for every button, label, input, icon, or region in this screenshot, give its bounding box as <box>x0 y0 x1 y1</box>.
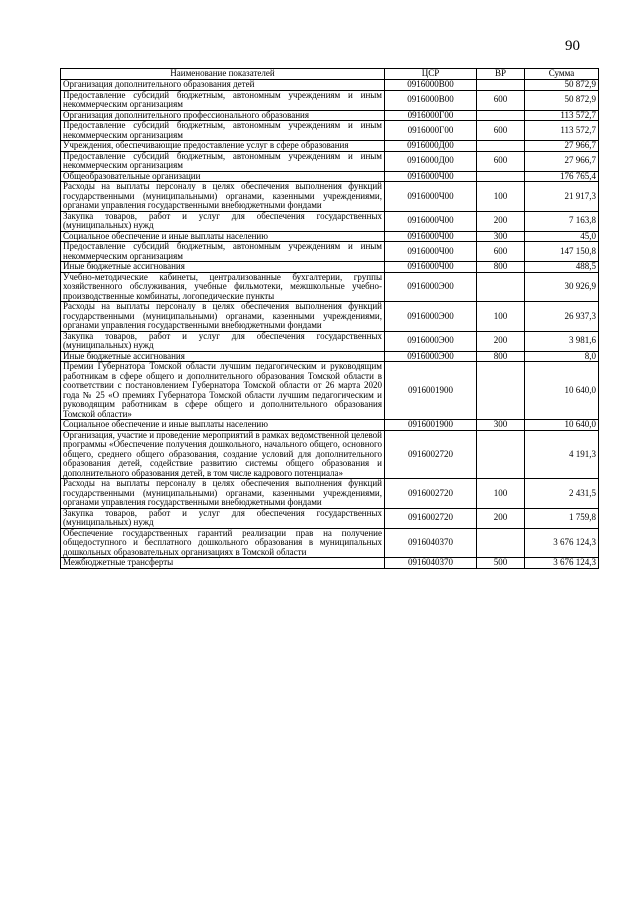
row-sum: 50 872,9 <box>525 80 599 91</box>
row-sum: 488,5 <box>525 262 599 273</box>
row-vr: 800 <box>477 351 525 362</box>
table-row <box>61 479 599 509</box>
row-name: Организация, участие и проведение мероприятий в рамках ведомственной целевой программы «Обеспечение получения дошкольного, начального общего, основного общего, среднего общего образования, создание условий для дополнительного образования детей, содействие развитию системы общего образования и дополнительного образования детей, в том числе кадрового потенциала» <box>61 430 385 479</box>
row-name: Закупка товаров, работ и услуг для обеспечения государственных (муниципальных) нужд <box>61 508 385 528</box>
row-vr <box>477 171 525 182</box>
row-csr: 0916000Ч00 <box>385 231 477 242</box>
row-sum: 176 765,4 <box>525 171 599 182</box>
row-vr: 200 <box>477 508 525 528</box>
row-name: Межбюджетные трансферты <box>61 558 385 569</box>
row-csr: 0916001900 <box>385 362 477 420</box>
row-vr: 600 <box>477 151 525 171</box>
row-sum: 2 431,5 <box>525 479 599 509</box>
row-vr <box>477 141 525 152</box>
header-sum: Сумма <box>525 69 599 80</box>
table-row <box>61 262 599 273</box>
row-vr: 600 <box>477 90 525 110</box>
row-name: Премии Губернатора Томской области лучшим педагогическим и руководящим работникам в сфере общего и дополнительного образования Томской области в соответствии с постановлением Губернатора Томской области от 26 марта 2020 года № 25 «О премиях Губернатора Томской области лучшим педагогическим и руководящим работникам в сфере общего и дополнительного образования Томской области» <box>61 362 385 420</box>
row-name: Обеспечение государственных гарантий реализации прав на получение общедоступного и бесплатного дошкольного образования в муниципальных дошкольных образовательных организациях в Томской области <box>61 528 385 558</box>
row-csr: 0916000Ч00 <box>385 182 477 212</box>
row-vr: 100 <box>477 182 525 212</box>
row-name: Учреждения, обеспечивающие предоставление услуг в сфере образования <box>61 141 385 152</box>
table-row <box>61 141 599 152</box>
row-vr: 600 <box>477 121 525 141</box>
row-name: Учебно-методические кабинеты, централизованные бухгалтерии, группы хозяйственного обслуживания, учебные фильмотеки, межшкольные учебно-производственные комбинаты, логопедические пункты <box>61 272 385 302</box>
row-name: Предоставление субсидий бюджетным, автономным учреждениям и иным некоммерческим организациям <box>61 121 385 141</box>
table-row <box>61 80 599 91</box>
table-row <box>61 558 599 569</box>
table-row <box>61 302 599 332</box>
table-row <box>61 331 599 351</box>
budget-table <box>60 68 599 569</box>
table-header-row <box>61 69 599 80</box>
row-csr: 0916000Ч00 <box>385 262 477 273</box>
row-csr: 0916000Э00 <box>385 331 477 351</box>
table-row <box>61 430 599 479</box>
table-row <box>61 211 599 231</box>
row-name: Расходы на выплаты персоналу в целях обеспечения выполнения функций государственными (муниципальными) органами, казенными учреждениями, органами управления государственными внебюджетными фондами <box>61 182 385 212</box>
header-csr: ЦСР <box>385 69 477 80</box>
row-csr: 0916000Ч00 <box>385 211 477 231</box>
row-vr: 100 <box>477 479 525 509</box>
row-sum: 1 759,8 <box>525 508 599 528</box>
row-csr: 0916000Д00 <box>385 151 477 171</box>
table-row <box>61 242 599 262</box>
row-vr: 600 <box>477 242 525 262</box>
row-sum: 50 872,9 <box>525 90 599 110</box>
row-name: Расходы на выплаты персоналу в целях обеспечения выполнения функций государственными (муниципальными) органами, казенными учреждениями, органами управления государственными внебюджетными фондами <box>61 302 385 332</box>
row-name: Иные бюджетные ассигнования <box>61 262 385 273</box>
row-sum: 113 572,7 <box>525 110 599 121</box>
row-csr: 0916000Г00 <box>385 121 477 141</box>
row-sum: 4 191,3 <box>525 430 599 479</box>
row-csr: 0916000В00 <box>385 80 477 91</box>
row-sum: 10 640,0 <box>525 362 599 420</box>
row-sum: 113 572,7 <box>525 121 599 141</box>
row-sum: 7 163,8 <box>525 211 599 231</box>
row-sum: 3 981,6 <box>525 331 599 351</box>
table-row <box>61 528 599 558</box>
table-row <box>61 110 599 121</box>
table-row <box>61 508 599 528</box>
row-vr <box>477 80 525 91</box>
row-sum: 3 676 124,3 <box>525 528 599 558</box>
row-vr: 300 <box>477 420 525 431</box>
row-vr <box>477 528 525 558</box>
row-csr: 0916000Д00 <box>385 141 477 152</box>
row-csr: 0916000Э00 <box>385 302 477 332</box>
row-vr: 200 <box>477 331 525 351</box>
row-csr: 0916040370 <box>385 528 477 558</box>
row-csr: 0916000Э00 <box>385 272 477 302</box>
table-row <box>61 231 599 242</box>
table-row <box>61 362 599 420</box>
row-name: Организация дополнительного образования детей <box>61 80 385 91</box>
row-name: Иные бюджетные ассигнования <box>61 351 385 362</box>
row-vr: 200 <box>477 211 525 231</box>
row-name: Социальное обеспечение и иные выплаты населению <box>61 420 385 431</box>
row-name: Закупка товаров, работ и услуг для обеспечения государственных (муниципальных) нужд <box>61 211 385 231</box>
row-name: Общеобразовательные организации <box>61 171 385 182</box>
row-csr: 0916002720 <box>385 479 477 509</box>
row-name: Социальное обеспечение и иные выплаты населению <box>61 231 385 242</box>
row-name: Предоставление субсидий бюджетным, автономным учреждениям и иным некоммерческим организациям <box>61 151 385 171</box>
row-name: Расходы на выплаты персоналу в целях обеспечения выполнения функций государственными (муниципальными) органами, казенными учреждениями, органами управления государственными внебюджетными фондами <box>61 479 385 509</box>
row-vr: 300 <box>477 231 525 242</box>
row-csr: 0916000Ч00 <box>385 171 477 182</box>
row-sum: 30 926,9 <box>525 272 599 302</box>
row-vr <box>477 110 525 121</box>
row-csr: 0916040370 <box>385 558 477 569</box>
row-sum: 10 640,0 <box>525 420 599 431</box>
row-vr: 100 <box>477 302 525 332</box>
row-csr: 0916002720 <box>385 508 477 528</box>
table-row <box>61 151 599 171</box>
row-sum: 3 676 124,3 <box>525 558 599 569</box>
table-row <box>61 182 599 212</box>
row-vr: 800 <box>477 262 525 273</box>
row-csr: 0916002720 <box>385 430 477 479</box>
row-name: Предоставление субсидий бюджетным, автономным учреждениям и иным некоммерческим организациям <box>61 242 385 262</box>
row-sum: 8,0 <box>525 351 599 362</box>
row-csr: 0916001900 <box>385 420 477 431</box>
table-row <box>61 272 599 302</box>
row-sum: 45,0 <box>525 231 599 242</box>
page-number: 90 <box>565 38 580 54</box>
row-csr: 0916000Э00 <box>385 351 477 362</box>
table-row <box>61 420 599 431</box>
row-vr <box>477 430 525 479</box>
table-row <box>61 351 599 362</box>
row-name: Закупка товаров, работ и услуг для обеспечения государственных (муниципальных) нужд <box>61 331 385 351</box>
row-sum: 26 937,3 <box>525 302 599 332</box>
table-row <box>61 121 599 141</box>
table-row <box>61 171 599 182</box>
row-vr <box>477 272 525 302</box>
row-sum: 27 966,7 <box>525 151 599 171</box>
header-name: Наименование показателей <box>61 69 385 80</box>
table-body <box>61 80 599 569</box>
row-name: Организация дополнительного профессионального образования <box>61 110 385 121</box>
row-sum: 147 150,8 <box>525 242 599 262</box>
row-sum: 27 966,7 <box>525 141 599 152</box>
row-vr: 500 <box>477 558 525 569</box>
row-sum: 21 917,3 <box>525 182 599 212</box>
row-csr: 0916000Ч00 <box>385 242 477 262</box>
header-vr: ВР <box>477 69 525 80</box>
row-name: Предоставление субсидий бюджетным, автономным учреждениям и иным некоммерческим организациям <box>61 90 385 110</box>
row-vr <box>477 362 525 420</box>
row-csr: 0916000В00 <box>385 90 477 110</box>
table-row <box>61 90 599 110</box>
row-csr: 0916000Г00 <box>385 110 477 121</box>
